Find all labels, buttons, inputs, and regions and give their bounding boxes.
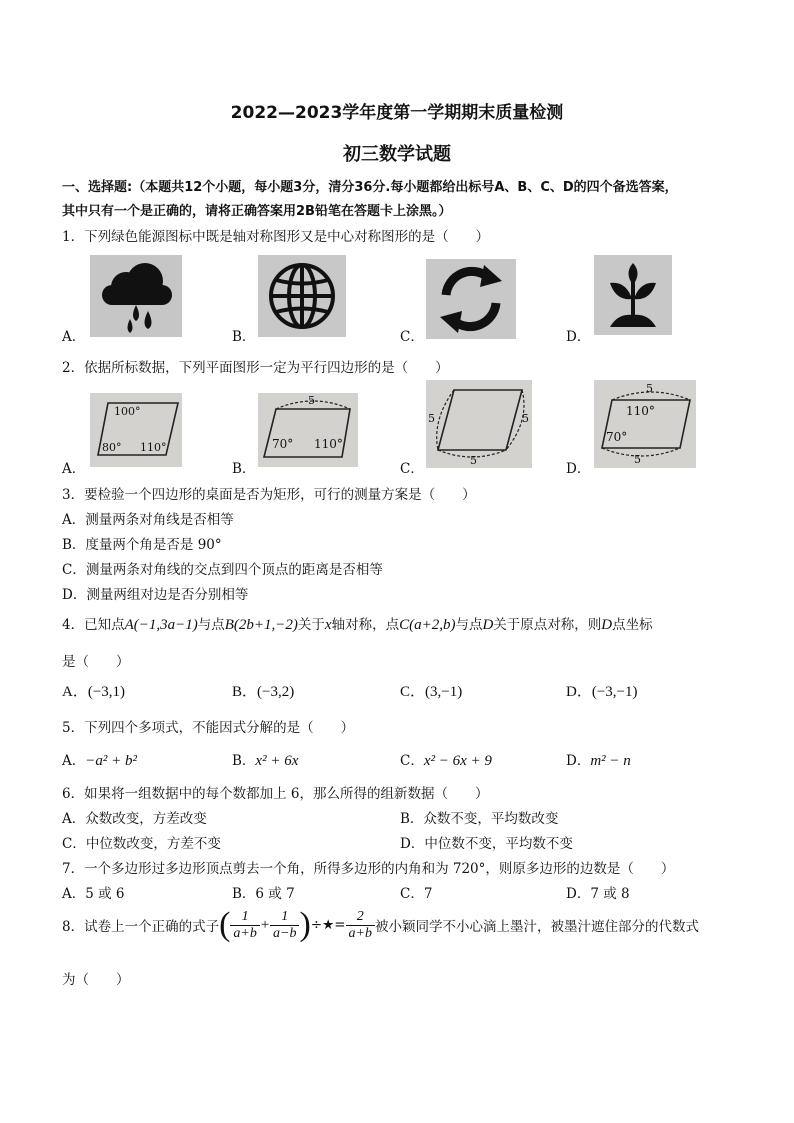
q5-option-b: B．x² + 6x [232, 753, 299, 769]
q2d-top: 5 [646, 382, 653, 395]
q5-option-a: A．−a² + b² [62, 753, 137, 769]
q1-label-b: B． [232, 329, 256, 345]
q5-option-c: C．x² − 6x + 9 [400, 753, 492, 769]
q4-option-d: D．(−3,−1) [566, 684, 638, 700]
q4-option-c: C．(3,−1) [400, 684, 463, 700]
q2-label-a: A． [62, 461, 86, 477]
q3-option-a: A．测量两条对角线是否相等 [62, 512, 234, 528]
q3-stem: 3．要检验一个四边形的桌面是否为矩形，可行的测量方案是（ ） [62, 487, 476, 503]
q8-stem-line2: 为（ ） [62, 972, 130, 988]
q4-option-b: B．(−3,2) [232, 684, 295, 700]
recycle-arrows-icon [426, 259, 516, 339]
q2c-bottom: 5 [470, 454, 477, 467]
q2-label-b: B． [232, 461, 256, 477]
q5-option-d: D．m² − n [566, 753, 631, 769]
q2-figure-d [594, 380, 696, 468]
q4-point-c: C(a+2,b) [399, 617, 456, 633]
q4-point-b: B(2b+1,−2) [224, 617, 298, 633]
q6-option-d: D．中位数不变，平均数不变 [400, 836, 573, 852]
q8-fraction-2: $\frac{1}{a-b}$ [270, 909, 299, 942]
q8-fraction-1: $\frac{1}{a+b}$ [230, 909, 259, 942]
page-title: 2022—2023学年度第一学期期末质量检测 [230, 103, 564, 123]
q3-option-b: B．度量两个角是否是 90° [62, 537, 222, 553]
q2d-bottom: 5 [634, 453, 641, 466]
q6-stem: 6．如果将一组数据中的每个数都加上 6，那么所得的组新数据（ ） [62, 786, 489, 802]
q6-option-a: A．众数改变，方差改变 [62, 811, 207, 827]
q7-stem: 7．一个多边形过多边形顶点剪去一个角，所得多边形的内角和为 720°，则原多边形的边数是（ ） [62, 861, 675, 877]
sprout-icon [594, 255, 672, 335]
q7-option-a: A．5 或 6 [62, 886, 125, 902]
q3-option-d: D．测量两组对边是否分别相等 [62, 587, 249, 603]
q2d-angle-top: 110° [626, 404, 655, 418]
q7-option-d: D．7 或 8 [566, 886, 630, 902]
q2-label-d: D． [566, 461, 591, 477]
q8-fraction-3: $\frac{2}{a+b}$ [346, 909, 375, 942]
q1-stem: 1．下列绿色能源图标中既是轴对称图形又是中心对称图形的是（ ） [62, 229, 490, 245]
q8-star-operator: ÷★= [310, 917, 346, 933]
q2b-left-angle: 70° [272, 437, 294, 451]
q6-option-c: C．中位数改变，方差不变 [62, 836, 221, 852]
q4-stem: 4．已知点A(−1,3a−1)与点B(2b+1,−2)关于x轴对称，点C(a+2,b)与点D关于原点对称，则D点坐标 [62, 617, 653, 633]
page-subtitle: 初三数学试题 [343, 144, 451, 165]
q1-label-c: C． [400, 329, 424, 345]
globe-icon [258, 255, 346, 337]
q2d-angle-left: 70° [606, 430, 628, 444]
q8-stem: 8．试卷上一个正确的式子 ( $\frac{1}{a+b}$ + $\frac{1}{a-b}$ ) ÷★= $\frac{2}{a+b}$ 被小颖同学不小心滴上墨汁，被墨汁遮住部分的代数式 [62, 906, 699, 943]
q2-label-c: C． [400, 461, 424, 477]
q2b-right-angle: 110° [314, 437, 343, 451]
q2a-top-angle: 100° [114, 405, 141, 418]
cloud-rain-icon [90, 255, 182, 337]
q7-option-b: B．6 或 7 [232, 886, 295, 902]
q2b-side: 5 [308, 394, 315, 407]
q1-label-a: A． [62, 329, 86, 345]
q3-option-c: C．测量两条对角线的交点到四个顶点的距离是否相等 [62, 562, 383, 578]
section-heading-line1: 一、选择题:（本题共12个小题，每小题3分，清分36分.每小题都给出标号A、B、C、D的四个备选答案， [62, 180, 678, 195]
q2c-left: 5 [428, 412, 435, 425]
q2c-right: 5 [522, 412, 529, 425]
q5-stem: 5．下列四个多项式，不能因式分解的是（ ） [62, 720, 355, 736]
q4-option-a: A．(−3,1) [62, 684, 126, 700]
q4-point-a: A(−1,3a−1) [124, 617, 198, 633]
q1-label-d: D． [566, 329, 591, 345]
q2-stem: 2．依据所标数据，下列平面图形一定为平行四边形的是（ ） [62, 360, 449, 376]
q2-figure-a [90, 393, 182, 467]
q2-figure-c [426, 380, 532, 468]
q2a-right-angle: 110° [140, 441, 167, 454]
q6-option-b: B．众数不变，平均数改变 [400, 811, 559, 827]
q4-stem-line2: 是（ ） [62, 654, 130, 670]
q7-option-c: C．7 [400, 886, 433, 902]
q2-figure-b [258, 393, 358, 467]
section-heading-line2: 其中只有一个是正确的，请将正确答案用2B铅笔在答题卡上涂黑。） [62, 204, 452, 219]
q2a-left-angle: 80° [102, 441, 122, 454]
